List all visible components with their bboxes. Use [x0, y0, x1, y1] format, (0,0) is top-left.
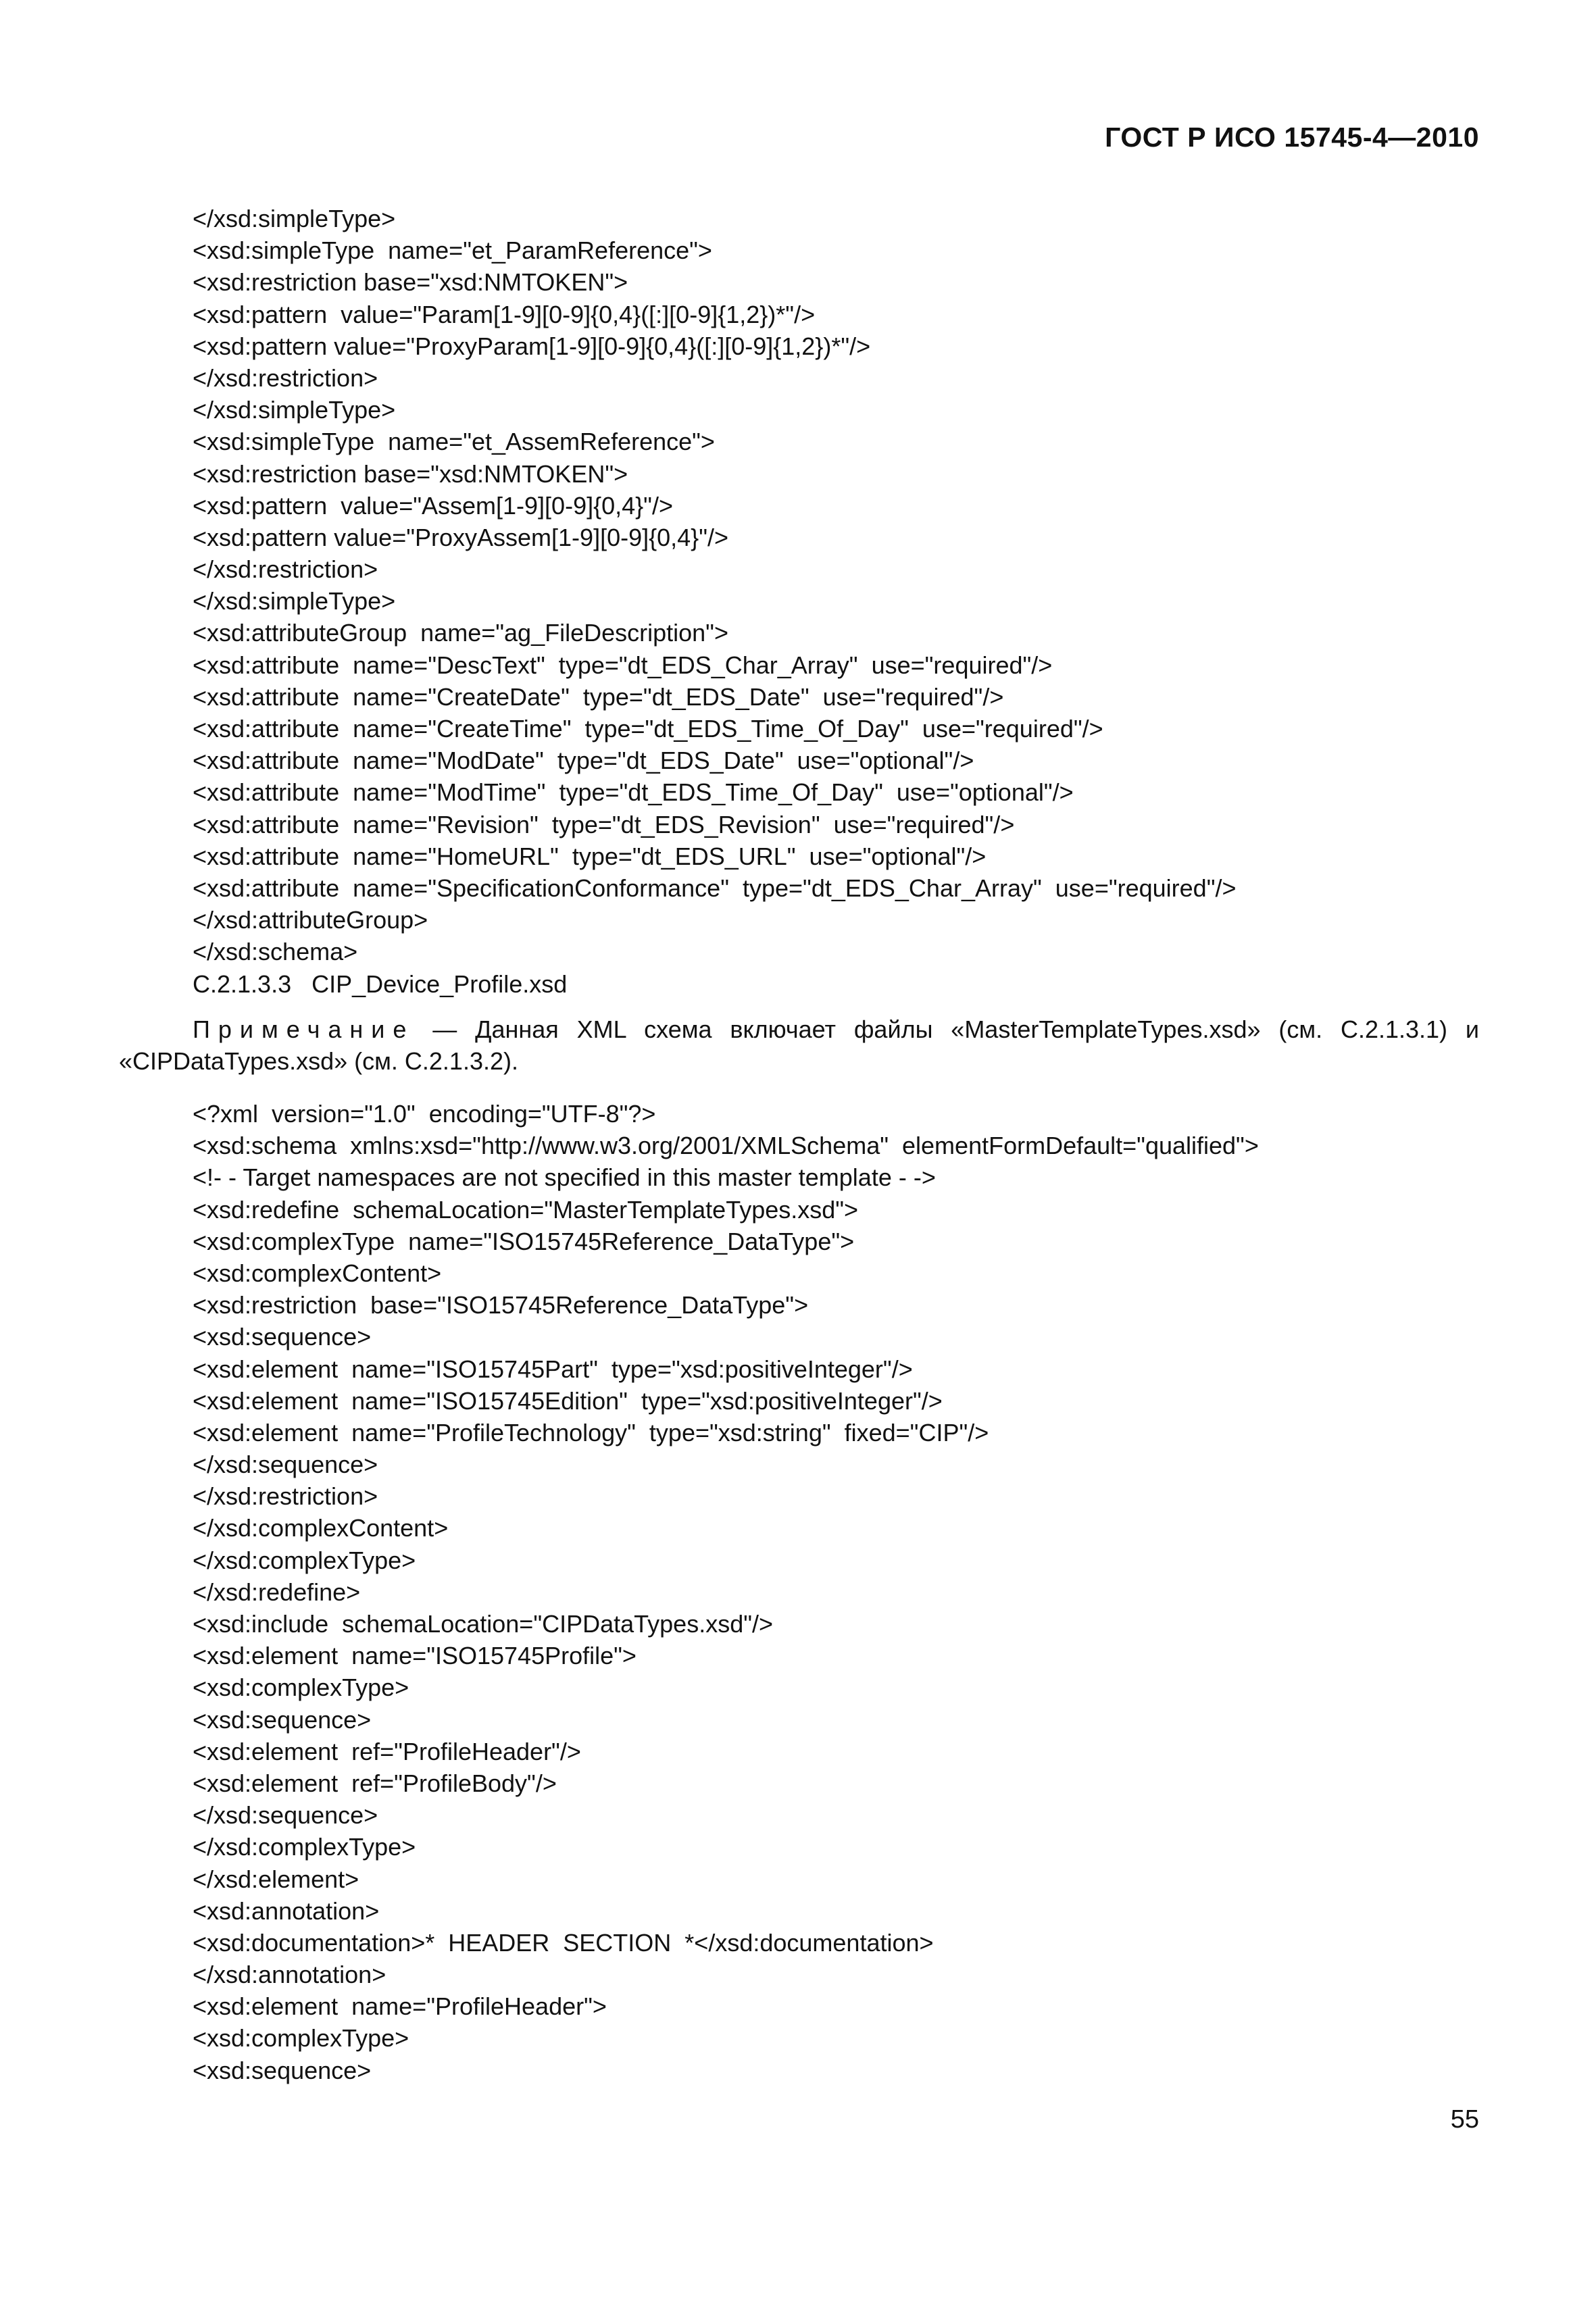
- section-heading: C.2.1.3.3 CIP_Device_Profile.xsd: [193, 970, 568, 998]
- code-line: <xsd:complexType name="ISO15745Reference_DataType">: [193, 1227, 855, 1255]
- code-line: <xsd:attribute name="HomeURL" type="dt_EDS_URL" use="optional"/>: [193, 842, 987, 870]
- code-line: </xsd:schema>: [193, 938, 358, 966]
- code-line: <xsd:attribute name="ModTime" type="dt_EDS_Time_Of_Day" use="optional"/>: [193, 778, 1074, 807]
- code-line: <xsd:attribute name="CreateTime" type="dt_EDS_Time_Of_Day" use="required"/>: [193, 715, 1103, 743]
- code-line: <xsd:simpleType name="et_ParamReference">: [193, 236, 712, 265]
- code-line: <xsd:element name="ISO15745Profile">: [193, 1642, 637, 1670]
- code-line: <xsd:attribute name="SpecificationConformance" type="dt_EDS_Char_Array" use="required"/>: [193, 874, 1237, 902]
- code-line: <!- - Target namespaces are not specified in this master template - ->: [193, 1163, 936, 1192]
- code-line: <xsd:annotation>: [193, 1896, 380, 1925]
- code-line: <xsd:pattern value="Param[1-9][0-9]{0,4}([:][0-9]{1,2})*"/>: [193, 300, 816, 328]
- code-line: </xsd:simpleType>: [193, 396, 396, 424]
- note-paragraph: [119, 1013, 1479, 1077]
- code-line: </xsd:restriction>: [193, 1482, 378, 1511]
- code-line: <xsd:element ref="ProfileBody"/>: [193, 1769, 557, 1797]
- code-block-schema-end: [193, 203, 1237, 1000]
- code-line: </xsd:complexContent>: [193, 1514, 449, 1542]
- code-line: </xsd:sequence>: [193, 1801, 378, 1830]
- code-line: <xsd:schema xmlns:xsd="http://www.w3.org/2001/XMLSchema" elementFormDefault="qualified">: [193, 1132, 1259, 1160]
- code-line: <xsd:sequence>: [193, 2056, 372, 2084]
- code-line: <xsd:attributeGroup name="ag_FileDescription">: [193, 619, 728, 647]
- code-line: <xsd:complexContent>: [193, 1259, 442, 1287]
- code-line: <xsd:redefine schemaLocation="MasterTemplateTypes.xsd">: [193, 1195, 859, 1224]
- code-line: </xsd:restriction>: [193, 555, 378, 584]
- code-line: <?xml version="1.0" encoding="UTF-8"?>: [193, 1100, 656, 1128]
- code-line: <xsd:attribute name="Revision" type="dt_EDS_Revision" use="required"/>: [193, 810, 1015, 838]
- code-line: <xsd:complexType>: [193, 1674, 409, 1702]
- code-line: <xsd:element name="ProfileTechnology" type="xsd:string" fixed="CIP"/>: [193, 1418, 989, 1447]
- code-line: <xsd:attribute name="CreateDate" type="dt_EDS_Date" use="required"/>: [193, 682, 1004, 711]
- code-line: <xsd:pattern value="ProxyAssem[1-9][0-9]{0,4}"/>: [193, 523, 729, 551]
- code-line: <xsd:restriction base="ISO15745Reference_DataType">: [193, 1291, 809, 1319]
- note-text-line2: «CIPDataTypes.xsd» (см. C.2.1.3.2).: [119, 1047, 518, 1075]
- code-line: <xsd:sequence>: [193, 1323, 372, 1351]
- code-line: </xsd:simpleType>: [193, 587, 396, 615]
- document-header: ГОСТ Р ИСО 15745-4—2010: [1105, 122, 1479, 153]
- code-line: <xsd:element name="ProfileHeader">: [193, 1992, 607, 2021]
- code-line: </xsd:complexType>: [193, 1833, 416, 1861]
- code-line: </xsd:redefine>: [193, 1578, 361, 1606]
- code-line: <xsd:element name="ISO15745Edition" type="xsd:positiveInteger"/>: [193, 1386, 943, 1415]
- note-first-line: [119, 1013, 1479, 1045]
- code-line: </xsd:restriction>: [193, 363, 378, 392]
- code-line: <xsd:simpleType name="et_AssemReference">: [193, 428, 715, 456]
- code-line: <xsd:pattern value="ProxyParam[1-9][0-9]{0,4}([:][0-9]{1,2})*"/>: [193, 332, 871, 360]
- code-line: </xsd:simpleType>: [193, 205, 396, 232]
- code-line: </xsd:element>: [193, 1865, 359, 1893]
- code-line: <xsd:sequence>: [193, 1705, 372, 1734]
- code-line: <xsd:restriction base="xsd:NMTOKEN">: [193, 459, 628, 488]
- page-number: 55: [1450, 2105, 1479, 2134]
- code-line: <xsd:attribute name="ModDate" type="dt_EDS_Date" use="optional"/>: [193, 747, 974, 775]
- code-line: <xsd:complexType>: [193, 2024, 409, 2053]
- code-block-device-profile: [193, 1098, 1259, 2086]
- code-line: <xsd:documentation>* HEADER SECTION *</xsd:documentation>: [193, 1928, 934, 1957]
- code-line: </xsd:sequence>: [193, 1451, 378, 1479]
- code-line: </xsd:attributeGroup>: [193, 906, 428, 934]
- code-line: <xsd:element name="ISO15745Part" type="xsd:positiveInteger"/>: [193, 1355, 913, 1383]
- note-text-line1: — Данная XML схема включает файлы «MasterTemplateTypes.xsd» (см. C.2.1.3.1) и: [414, 1015, 1479, 1043]
- code-line: <xsd:element ref="ProfileHeader"/>: [193, 1737, 581, 1765]
- code-line: <xsd:pattern value="Assem[1-9][0-9]{0,4}"/>: [193, 491, 673, 520]
- note-label: Примечание: [193, 1015, 415, 1043]
- code-line: <xsd:restriction base="xsd:NMTOKEN">: [193, 268, 628, 297]
- code-line: </xsd:complexType>: [193, 1546, 416, 1574]
- code-line: <xsd:include schemaLocation="CIPDataTypes.xsd"/>: [193, 1610, 774, 1638]
- code-line: <xsd:attribute name="DescText" type="dt_EDS_Char_Array" use="required"/>: [193, 651, 1053, 679]
- code-line: </xsd:annotation>: [193, 1961, 386, 1989]
